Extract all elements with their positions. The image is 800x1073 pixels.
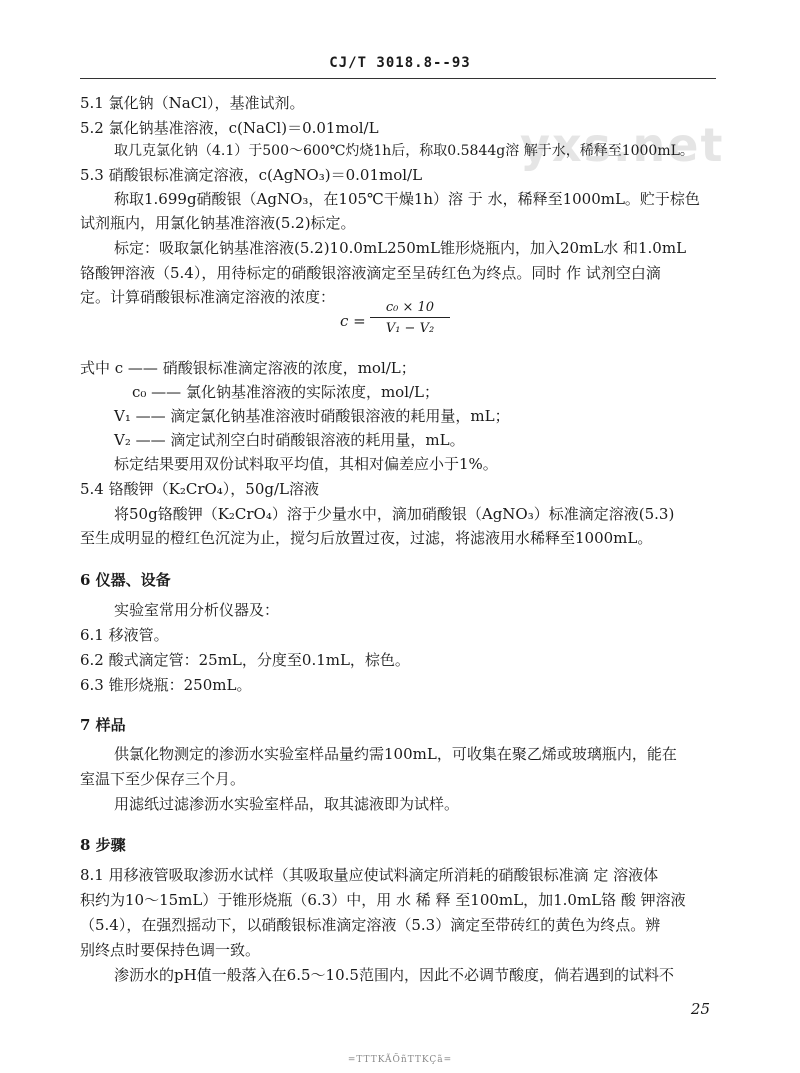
formula-fraction (370, 300, 450, 336)
paragraph-line: 供氯化物测定的渗沥水实验室样品量约需100mL，可收集在聚乙烯或玻璃瓶内，能在 (114, 745, 677, 763)
symbol-definition: 式中 c —— 硝酸银标准滴定溶液的浓度，mol/L； (80, 359, 416, 377)
section-6-heading: 6 仪器、设备 (80, 571, 171, 589)
watermark: yxs.net (520, 118, 725, 172)
paragraph-line: 积约为10～15mL）于锥形烧瓶（6.3）中，用 水 稀 释 至100mL，加1.0mL铬 酸 钾溶液 (80, 891, 686, 909)
standard-number-header: CJ/T 3018.8--93 (329, 55, 471, 71)
paragraph-line: 定。计算硝酸银标准滴定溶液的浓度： (80, 288, 336, 306)
paragraph-line: 取几克氯化钠（4.1）于500～600℃灼烧1h后，称取0.5844g溶 解于水，稀释至1000mL。 (114, 143, 694, 159)
symbol-definition: c₀ —— 氯化钠基准溶液的实际浓度，mol/L； (132, 383, 440, 401)
paragraph-line: 标定结果要用双份试料取平均值，其相对偏差应小于1%。 (114, 455, 498, 473)
item-5-2: 5.2 氯化钠基准溶液，c(NaCl)＝0.01mol/L (80, 119, 379, 137)
paragraph-line: 别终点时要保持色调一致。 (80, 941, 261, 959)
paragraph-line: 渗沥水的pH值一般落入在6.5～10.5范围内，因此不必调节酸度，倘若遇到的试料不 (114, 966, 674, 984)
paragraph-line: 用滤纸过滤渗沥水实验室样品，取其滤液即为试样。 (114, 795, 460, 813)
section-7-heading: 7 样品 (80, 716, 126, 734)
formula-denominator: V₁ − V₂ (385, 321, 435, 336)
formula-numerator: c₀ × 10 (385, 300, 435, 315)
paragraph-line: 至生成明显的橙红色沉淀为止，搅匀后放置过夜，过滤，将滤液用水稀释至1000mL。 (80, 529, 653, 547)
symbol-definition: V₁ —— 滴定氯化钠基准溶液时硝酸银溶液的耗用量，mL； (114, 407, 510, 425)
item-5-3: 5.3 硝酸银标准滴定溶液，c(AgNO₃)＝0.01mol/L (80, 166, 423, 184)
formula-lhs: c = (340, 312, 366, 330)
header-rule (80, 78, 716, 79)
page-number: 25 (690, 1000, 710, 1018)
item-6-2: 6.2 酸式滴定管：25mL，分度至0.1mL，棕色。 (80, 651, 410, 669)
paragraph-line: 室温下至少保存三个月。 (80, 770, 246, 788)
item-5-4: 5.4 铬酸钾（K₂CrO₄），50g/L溶液 (80, 480, 320, 498)
item-8-1: 8.1 用移液管吸取渗沥水试样（其吸取量应使试料滴定所消耗的硝酸银标准滴 定 溶液体 (80, 866, 659, 884)
item-6-3: 6.3 锥形烧瓶：250mL。 (80, 676, 252, 694)
paragraph-line: 将50g铬酸钾（K₂CrO₄）溶于少量水中，滴加硝酸银（AgNO₃）标准滴定溶液(5.3) (114, 505, 675, 523)
paragraph-line: （5.4），在强烈摇动下，以硝酸银标准滴定溶液（5.3）滴定至带砖红的黄色为终点。辨 (80, 916, 661, 934)
paragraph-line: 称取1.699g硝酸银（AgNO₃，在105℃干燥1h）溶 于 水，稀释至1000mL。贮于棕色 (114, 190, 700, 208)
paragraph-line: 标定：吸取氯化钠基准溶液(5.2)10.0mL250mL锥形烧瓶内，加入20mL水 和1.0mL (114, 239, 687, 257)
paragraph-line: 实验室常用分析仪器及： (114, 601, 280, 619)
paragraph-line: 试剂瓶内，用氯化钠基准溶液(5.2)标定。 (80, 214, 356, 232)
footer-text: =TTTKÃÕñTTKÇã= (347, 1055, 453, 1065)
item-5-1: 5.1 氯化钠（NaCl），基准试剂。 (80, 94, 305, 112)
fraction-bar (370, 317, 450, 318)
section-8-heading: 8 步骤 (80, 836, 126, 854)
item-6-1: 6.1 移液管。 (80, 626, 169, 644)
symbol-definition: V₂ —— 滴定试剂空白时硝酸银溶液的耗用量，mL。 (114, 431, 465, 449)
paragraph-line: 铬酸钾溶液（5.4），用待标定的硝酸银溶液滴定至呈砖红色为终点。同时 作 试剂空白滴 (80, 264, 661, 282)
